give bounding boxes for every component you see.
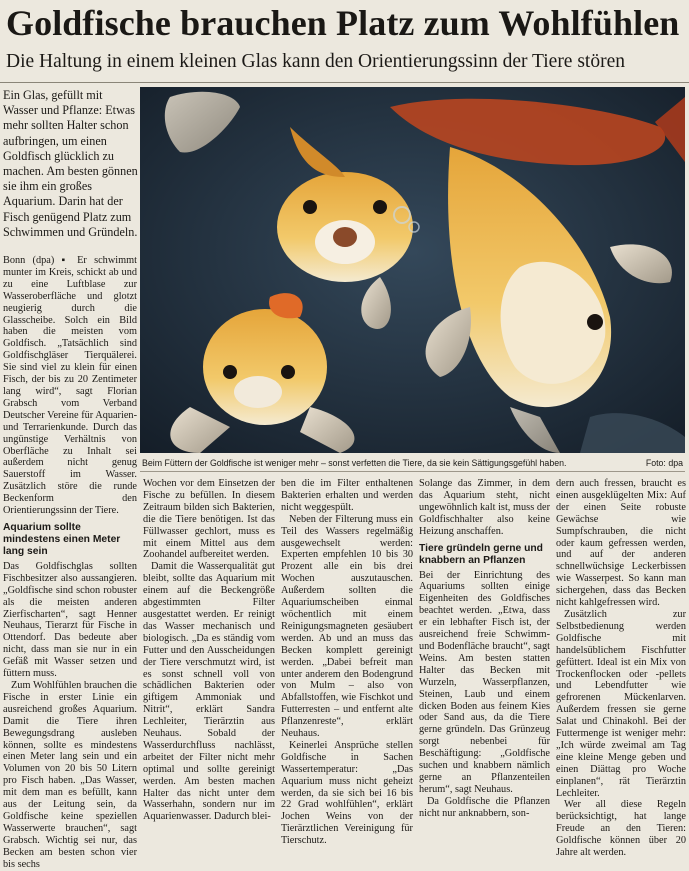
paragraph: Wer all diese Regeln berücksichtigt, hat lange Freude an den Tieren: Goldfische können über 20 Jahre alt werden. bbox=[556, 799, 686, 859]
paragraph: Bonn (dpa) ▪ Er schwimmt munter im Kreis, schickt ab und zu eine Luftblase zur Wasseroberfläche und glotzt neugierig durch die Glasscheibe. Solch ein Bild haben die meisten vom Goldfisch. „Tatsächlich sind Goldfischgläser Tierquälerei. Sie sind viel zu klein für einen Fisch, der bis zu 20 Zentimeter lang wird“, sagt Florian Grabsch vom Verband Deutscher Vereine für Aquarien- und Terrarienkunde. Durch das ungünstige Verhältnis von Oberfläche zu Inhalt sei außerdem nicht genug Sauerstoff im Wasser. Zusätzlich störe die runde Beckenform den Orientierungssinn der Tiere. bbox=[3, 255, 137, 517]
paragraph: dern auch fressen, braucht es einen ausgeklügelten Mix: Auf der einen Seite robuste Gewächse wie Sumpfschrauben, die nicht oder kaum gefressen werden, und auf der anderen schnellwüchsige Leckerbissen wie Wasserpest. So kann man sichergehen, dass das Becken nicht kahlgefressen wird. bbox=[556, 478, 686, 609]
photo-caption bbox=[140, 456, 685, 470]
goldfish-photo bbox=[140, 87, 685, 453]
article-column-5 bbox=[556, 478, 686, 859]
caption-rule bbox=[140, 471, 685, 472]
teaser-text: Ein Glas, gefüllt mit Wasser und Pflanze: Etwas mehr sollten Halter schon aufbringen, um einen Goldfisch glücklich zu machen. Am besten gönnen sie ihm ein großes Aquarium. Darin hat der Fisch genügend Platz zum Schwimmen und Gründeln. bbox=[3, 88, 138, 239]
headline: Goldfische brauchen Platz zum Wohlfühlen bbox=[6, 3, 680, 43]
photo-credit: Foto: dpa bbox=[645, 458, 683, 468]
subheading: Tiere gründeln gerne und knabbern an Pflanzen bbox=[419, 542, 543, 566]
paragraph: Keinerlei Ansprüche stellen Goldfische in Sachen Wassertemperatur: „Das Aquarium muss nicht geheizt werden, da sie sich bei 16 bis 22 Grad wohlfühlen“, erklärt Jochen Weins von der Tierärztlichen Vereinigung für Tierschutz. bbox=[281, 739, 413, 847]
article-column-1 bbox=[3, 255, 137, 870]
dateline: Bonn (dpa) bbox=[3, 255, 55, 266]
paragraph: Zum Wohlfühlen brauchen die Fische in erster Linie ein ausreichend großes Aquarium. Damit die Tiere ihren Bewegungsdrang ausleben können, sollte es mindestens einen Meter lang sein und ein Volumen von 20 bis 50 Litern pro Fisch haben. „Das Wasser, mit dem man es befüllt, kann aus der Leitung sein, da Goldfische keine speziellen Wasserwerte brauchen“, sagt Grabsch. Wichtig sei nur, das Becken am besten schon vier bis sechs bbox=[3, 680, 137, 870]
article-column-2 bbox=[143, 478, 275, 823]
paragraph: Da Goldfische die Pflanzen nicht nur anknabbern, son- bbox=[419, 795, 550, 819]
paragraph: Solange das Zimmer, in dem das Aquarium steht, nicht ungewöhnlich kalt ist, muss der Goldfischhalter also keine Heizung anschaffen. bbox=[419, 478, 550, 537]
paragraph: Wochen vor dem Einsetzen der Fische zu befüllen. In diesem Zeitraum bilden sich Bakterien, die die Tiere benötigen. Ist das Füllwasser gechlort, muss es mit einem Mittel aus dem Zoohandel aufbereitet werden. bbox=[143, 478, 275, 561]
goldfish-photo-illustration bbox=[140, 87, 685, 453]
subheadline: Die Haltung in einem kleinen Glas kann den Orientierungssinn der Tiere stören bbox=[6, 51, 625, 72]
paragraph: Bei der Einrichtung des Aquariums sollten einige Eigenheiten des Goldfisches beachtet werden. „Etwa, dass er ein lebhafter Fisch ist, der ausreichend freie Schwimm- und Bodenfläche braucht“, sagt Weins. Am besten statten Halter das Becken mit Wurzeln, Wasserpflanzen, Steinen, Laub und einem dicken Boden aus feinem Kies oder Sand aus, da die Tiere gerne gründeln. Das Grünzeug sorgt nebenbei für Beschäftigung: „Goldfische suchen und knabbern nämlich gerne an Pflanzenteilen herum“, sagt Neuhaus. bbox=[419, 569, 550, 795]
subheading: Aquarium sollte mindestens einen Meter lang sein bbox=[3, 521, 121, 557]
article-column-3 bbox=[281, 478, 413, 847]
paragraph: ben die im Filter enthaltenen Bakterien erhalten und werden nicht weggespült. bbox=[281, 478, 413, 513]
caption-text: Beim Füttern der Goldfische ist weniger mehr – sonst verfetten die Tiere, da sie kein Sättigungsgefühl haben. bbox=[142, 458, 567, 468]
paragraph: Das Goldfischglas sollten Fischbesitzer also aussangieren. „Goldfische sind schon robuster als die meisten anderen Zierfischarten“, sagt Henner Neuhaus, Tierarzt für Fische in Ottendorf. Das bedeute aber nicht, dass man sie nur in ein Gefäß mit Wasser setzen und füttern muss. bbox=[3, 560, 137, 680]
paragraph: Zusätzlich zur Selbstbedienung werden Goldfische mit handelsüblichem Fischfutter gefüttert. Ideal ist ein Mix von Trockenflocken oder -pellets und Lebendfutter wie gefrorenen Mückenlarven. Außerdem fressen sie gerne Salat und Chinakohl. Bei der Futtermenge ist weniger mehr: „Ich würde zweimal am Tag eine kleine Menge geben und einen Diättag pro Woche einplanen“, rät Tierärztin Lechleiter. bbox=[556, 608, 686, 799]
article-column-4 bbox=[419, 478, 550, 819]
paragraph: Neben der Filterung muss ein Teil des Wassers regelmäßig ausgewechselt werden: Experten empfehlen 10 bis 30 Prozent alle ein bis drei Wochen auszutauschen. Außerdem sollten die Aquariumscheiben einmal wöchentlich mit einem Reinigungsmagneten gesäubert werden. Ab und an muss das Becken komplett gereinigt werden. „Dabei befreit man unter anderem den Bodengrund von Mulm – also von Abfallstoffen, wie Fischkot und Futterresten – und entfernt alte Pflanzenreste“, erklärt Neuhaus. bbox=[281, 513, 413, 740]
paragraph: Damit die Wasserqualität gut bleibt, sollte das Aquarium mit einem auf die Beckengröße abgestimmten Filter ausgestattet werden. Er reinigt das Wasser mechanisch und biologisch. „Da es ständig vom Futter und den Ausscheidungen der Tiere verschmutzt wird, ist es sonst schnell voll von schädlichen Bakterien oder giftigem Ammoniak und Nitrit“, erklärt Sandra Lechleiter, Tierärztin aus Neuhaus. Sobald der Wasserdurchfluss nachlässt, arbeitet der Filter nicht mehr optimal und sollte gereinigt werden. Am besten machen Halter das nicht unter dem Wasserhahn, sondern nur im Aquarienwasser. Dadurch blei- bbox=[143, 561, 275, 823]
header-rule bbox=[0, 82, 689, 83]
paragraph-text: Er schwimmt munter im Kreis, schickt ab und zu eine Luftblase zur Wasseroberfläche und glotzt neugierig durch die Glasscheibe. Solch ein Bild haben die meisten vom Goldfisch. „Tatsächlich sind Goldfischgläser Tierquälerei. Sie sind viel zu klein für einen Fisch, der bis zu 20 Zentimeter lang wird“, sagt Florian Grabsch vom Verband Deutscher Vereine für Aquarien- und Terrarienkunde. Durch das ungünstige Verhältnis von Oberfläche zu Inhalt sei außerdem nicht genug Sauerstoff im Wasser. Zusätzlich störe die runde Beckenform den Orientierungssinn der Tiere. bbox=[3, 255, 137, 517]
